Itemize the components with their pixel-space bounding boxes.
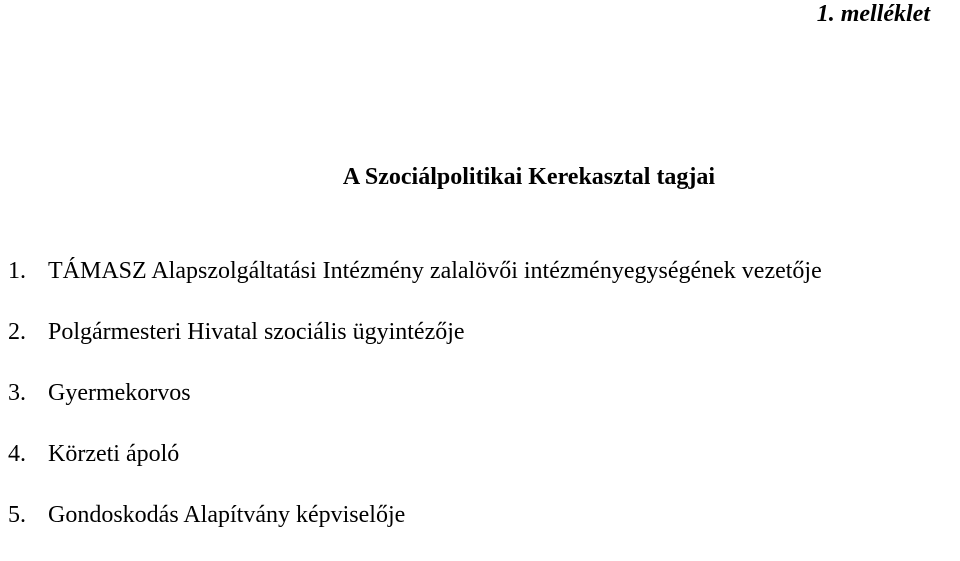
item-text: Polgármesteri Hivatal szociális ügyintézője (48, 319, 465, 345)
item-number: 3. (8, 380, 26, 406)
item-text: TÁMASZ Alapszolgáltatási Intézmény zalalövői intézményegységének vezetője (48, 258, 822, 284)
list-item (8, 439, 822, 469)
item-number: 4. (8, 441, 26, 467)
item-number: 2. (8, 319, 26, 345)
list-item (8, 500, 822, 530)
list-item (8, 256, 822, 286)
list-item (8, 378, 822, 408)
item-text: Gyermekorvos (48, 380, 191, 406)
list-item (8, 317, 822, 347)
item-number: 1. (8, 258, 26, 284)
item-text: Gondoskodás Alapítvány képviselője (48, 502, 406, 528)
item-number: 5. (8, 502, 26, 528)
annex-label: 1. melléklet (816, 1, 930, 27)
item-text: Körzeti ápoló (48, 441, 180, 467)
document-title: A Szociálpolitikai Kerekasztal tagjai (342, 164, 716, 190)
member-list (8, 256, 822, 561)
